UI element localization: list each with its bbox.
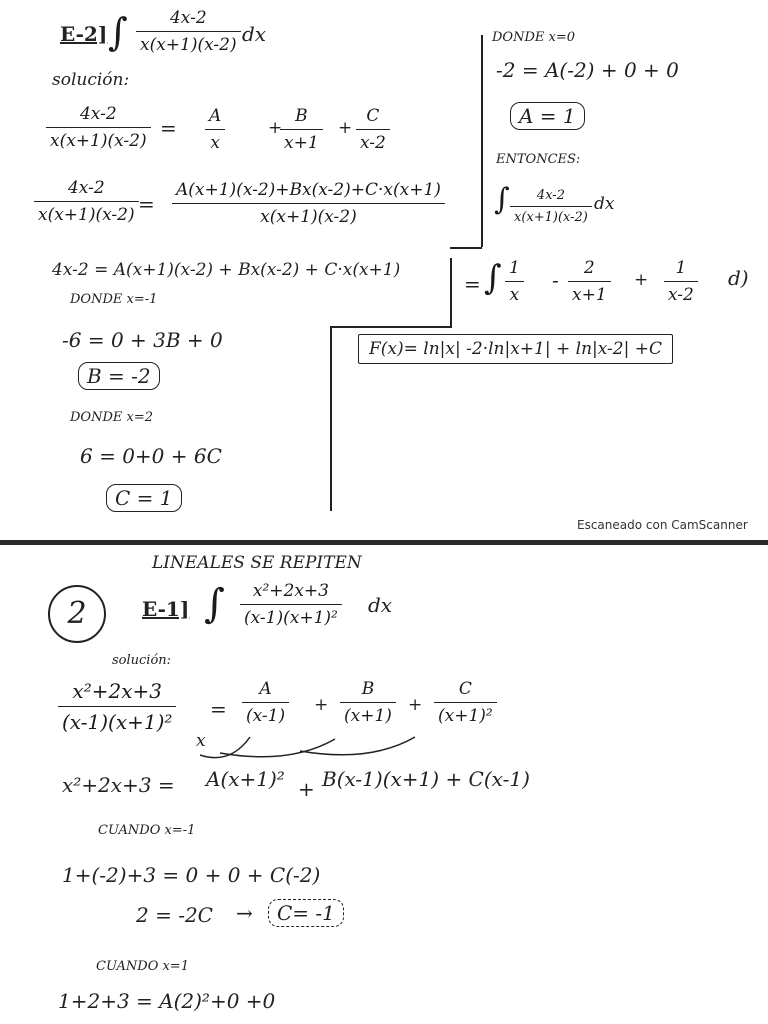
plus-sign: +	[268, 118, 283, 138]
sum-minus: -	[552, 268, 559, 292]
integrand-numerator: x²+2x+3	[252, 581, 329, 601]
term-a-denominator: x	[210, 133, 220, 153]
term-b-denominator: x+1	[284, 133, 319, 153]
case0-equation: -2 = A(-2) + 0 + 0	[496, 58, 679, 82]
integrand-denominator: x(x+1)(x-2)	[140, 35, 237, 55]
page-2	[0, 545, 768, 1024]
lhs-numerator: 4x-2	[79, 104, 117, 124]
term-c-denominator: x-2	[360, 133, 386, 153]
case1-result: C= -1	[268, 899, 344, 927]
integrand-numerator: 4x-2	[169, 8, 207, 28]
sum-term2-fraction	[568, 258, 611, 305]
case2-result: C = 1	[106, 484, 182, 512]
term-c-fraction	[434, 679, 497, 726]
term-b-fraction	[340, 679, 396, 726]
fraction-bar	[46, 127, 151, 128]
case1-label: CUANDO x=-1	[98, 823, 196, 838]
step2-rhs-numerator: A(x+1)(x-2)+Bx(x-2)+C·x(x+1)	[176, 180, 441, 200]
case1-equation: -6 = 0 + 3B + 0	[62, 328, 223, 352]
lhs-numerator: x²+2x+3	[72, 679, 162, 703]
fraction-bar	[340, 702, 396, 703]
step2-lhs-denominator: x(x+1)(x-2)	[38, 205, 135, 225]
lhs-fraction	[58, 679, 176, 734]
integrand-fraction	[136, 8, 241, 55]
fraction-bar	[58, 706, 176, 707]
solution-label: solución:	[112, 653, 172, 668]
problem-label: E-2]	[60, 22, 108, 46]
expand-rhs2: B(x-1)(x+1) + C(x-1)	[322, 767, 530, 791]
plus-sign: +	[338, 118, 353, 138]
term-c-denominator: (x+1)²	[438, 706, 493, 726]
integral-sign: ∫	[204, 581, 225, 627]
then-label: ENTONCES:	[496, 152, 581, 167]
then-integrand-numerator: 4x-2	[536, 188, 565, 203]
fraction-bar	[242, 702, 289, 703]
then-integral-sign: ∫	[494, 182, 510, 217]
case0-label: DONDE x=0	[492, 30, 575, 45]
lhs-denominator: x(x+1)(x-2)	[50, 131, 147, 151]
term-a-numerator: A	[209, 106, 222, 126]
distribution-arrows	[190, 725, 430, 765]
term-b-fraction	[280, 106, 323, 153]
term-b-denominator: (x+1)	[344, 706, 392, 726]
equals-sign: =	[210, 697, 227, 721]
step2-rhs-fraction	[172, 180, 445, 227]
term-c-fraction	[356, 106, 390, 153]
integral-sign: ∫	[108, 10, 128, 54]
term-a-denominator: (x-1)	[246, 706, 286, 726]
case2-equation: 1+2+3 = A(2)²+0 +0	[58, 989, 276, 1013]
sum-plus: +	[634, 270, 649, 290]
then-dx: dx	[594, 194, 615, 214]
term-c-numerator: C	[366, 106, 380, 126]
step2-lhs-numerator: 4x-2	[67, 178, 105, 198]
fraction-bar	[434, 702, 497, 703]
term-a-numerator: A	[259, 679, 272, 699]
sum-term1-fraction	[505, 258, 524, 305]
sum-term2-numerator: 2	[583, 258, 595, 278]
final-result: F(x)= ln|x| -2·ln|x+1| + ln|x-2| +C	[358, 334, 673, 364]
sum-term3-fraction	[664, 258, 698, 305]
case1-result: B = -2	[78, 362, 160, 390]
fraction-bar	[280, 129, 323, 130]
then-integrand-denominator: x(x+1)(x-2)	[514, 210, 588, 225]
fraction-bar	[664, 281, 698, 282]
expand-rhs1: A(x+1)²	[206, 767, 285, 791]
sum-term1-numerator: 1	[509, 258, 520, 278]
sum-term1-denominator: x	[509, 285, 520, 305]
lower-divider-v	[330, 326, 332, 511]
equals-sign: =	[160, 116, 177, 140]
step2-rhs-denominator: x(x+1)(x-2)	[260, 207, 357, 227]
case1-equation2: 2 = -2C	[136, 903, 213, 927]
term-c-numerator: C	[458, 679, 472, 699]
problem-label: E-1]	[142, 597, 190, 621]
sum-integral-sign: ∫	[484, 258, 502, 298]
plus-sign: +	[314, 695, 329, 715]
case1-label: DONDE x=-1	[70, 292, 158, 307]
fraction-bar	[510, 206, 592, 207]
case2-equation: 6 = 0+0 + 6C	[80, 444, 222, 468]
case0-result: A = 1	[510, 102, 585, 130]
case1-equation: 1+(-2)+3 = 0 + 0 + C(-2)	[62, 863, 321, 887]
term-b-numerator: B	[361, 679, 375, 699]
fraction-bar	[240, 604, 342, 605]
column-divider	[481, 35, 483, 247]
equals-sign: =	[138, 192, 155, 216]
lower-divider-h	[330, 326, 452, 328]
fraction-bar	[505, 281, 524, 282]
expand-lhs: x²+2x+3 =	[62, 773, 175, 797]
section-heading: LINEALES SE REPITEN	[152, 553, 362, 573]
sum-term3-denominator: x-2	[668, 285, 694, 305]
fraction-bar	[34, 201, 139, 202]
case2-label: DONDE x=2	[70, 410, 153, 425]
lhs-fraction	[46, 104, 151, 151]
fraction-bar	[356, 129, 390, 130]
integrand-denominator: (x-1)(x+1)²	[244, 608, 338, 628]
sum-dx: d)	[728, 266, 749, 290]
lhs-denominator: (x-1)(x+1)²	[62, 710, 173, 734]
x-mark: x	[196, 731, 206, 751]
camscanner-watermark: Escaneado con CamScanner	[577, 518, 748, 532]
integrand-fraction	[240, 581, 342, 628]
problem-number-circle: 2	[48, 585, 106, 643]
column-divider-bottom	[450, 247, 482, 249]
term-a-fraction	[205, 106, 225, 153]
dx-label: dx	[242, 22, 267, 46]
sum-equals: =	[464, 272, 481, 296]
term-b-numerator: B	[295, 106, 308, 126]
fraction-bar	[205, 129, 225, 130]
sum-term2-denominator: x+1	[572, 285, 607, 305]
dx-label: dx	[368, 593, 393, 617]
case2-label: CUANDO x=1	[96, 959, 189, 974]
fraction-bar	[136, 31, 241, 32]
case1-arrow: →	[236, 901, 253, 925]
step3-equation: 4x-2 = A(x+1)(x-2) + Bx(x-2) + C·x(x+1)	[52, 260, 401, 280]
solution-label: solución:	[52, 70, 130, 90]
step3-box-left	[450, 258, 452, 326]
then-integrand-fraction	[510, 188, 592, 225]
fraction-bar	[172, 203, 445, 204]
term-a-fraction	[242, 679, 289, 726]
plus-sign: +	[408, 695, 423, 715]
expand-plus: +	[298, 777, 315, 801]
step2-lhs-fraction	[34, 178, 139, 225]
fraction-bar	[568, 281, 611, 282]
sum-term3-numerator: 1	[675, 258, 687, 278]
